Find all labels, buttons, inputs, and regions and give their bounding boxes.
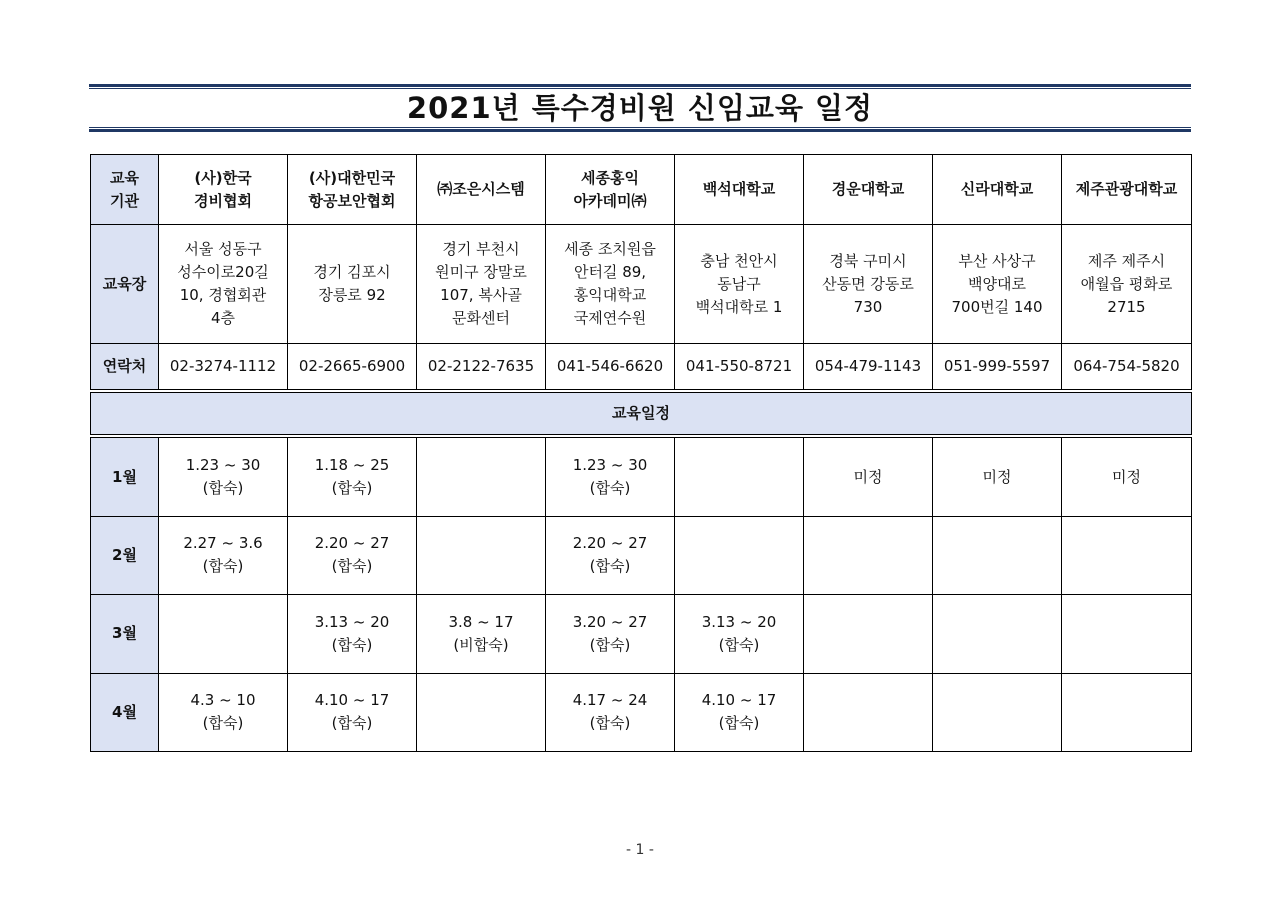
schedule-cell-line: (합숙) [331,714,373,733]
schedule-cell [933,516,1062,594]
venue-address-line: 산동면 강동로 [822,274,914,293]
month-row [91,516,1192,594]
schedule-cell-line: (합숙) [718,714,760,733]
schedule-cell [546,595,675,673]
schedule-cell-line: (합숙) [331,557,373,576]
contact-phone: 02-2665-6900 [288,343,417,389]
venue-address [159,225,288,344]
title-rule-top [89,84,1191,87]
schedule-cell [417,595,546,673]
schedule-cell-line: (합숙) [331,635,373,654]
venue-address-line: 동남구 [717,274,761,293]
venue-address [933,225,1062,344]
institution-name-line: (사)한국 [194,168,252,187]
venue-address-line: 4층 [210,309,236,328]
institution-name [159,155,288,225]
schedule-cell [546,673,675,751]
schedule-cell [1062,438,1192,516]
schedule-cell [417,516,546,594]
schedule-cell [288,516,417,594]
venue-address-line: 730 [853,297,883,316]
month-label: 4월 [91,673,159,751]
schedule-cell-line: 2.27 ~ 3.6 [183,534,263,553]
schedule-cell [288,438,417,516]
schedule-cell [288,595,417,673]
schedule-cell-line: (합숙) [589,714,631,733]
schedule-cell [804,673,933,751]
month-label: 2월 [91,516,159,594]
venue-address-line: 세종 조치원읍 [564,240,656,259]
schedule-cell-line: (비합숙) [453,635,509,654]
venue-address-line: 10, 경협회관 [179,286,267,305]
institution-label-line: 기관 [110,191,139,210]
title-rule-bottom-thin [89,127,1191,128]
schedule-cell-line: (합숙) [718,635,760,654]
schedule-cell [675,595,804,673]
month-label: 1월 [91,438,159,516]
schedule-cell [933,595,1062,673]
venue-address-line: 경기 김포시 [313,263,391,282]
schedule-cell-line: 1.18 ~ 25 [314,456,390,475]
schedule-cell [804,516,933,594]
venue-address-line: 경기 부천시 [442,240,520,259]
venue-address-line: 서울 성동구 [184,240,262,259]
schedule-cell-line: (합숙) [202,557,244,576]
institution-label [91,155,159,225]
schedule-cell-line: 1.23 ~ 30 [572,456,648,475]
page-number: - 1 - [626,842,654,858]
institution-name [1062,155,1192,225]
schedule-cell-line: (합숙) [202,479,244,498]
institution-name-line: ㈜조은시스템 [437,180,525,199]
venue-address [288,225,417,344]
schedule-cell-line: 4.3 ~ 10 [190,691,256,710]
schedule-cell-line: 1.23 ~ 30 [185,456,261,475]
schedule-cell-line: (합숙) [589,635,631,654]
institution-name-line: 제주관광대학교 [1075,180,1178,199]
page-title: 2021년 특수경비원 신임교육 일정 [406,91,874,125]
venue-address-line: 부산 사상구 [958,251,1036,270]
venue-address-line: 107, 복사골 [440,286,522,305]
month-row [91,438,1192,516]
schedule-cell [546,438,675,516]
schedule-cell [159,438,288,516]
month-row [91,673,1192,751]
schedule-cell [417,673,546,751]
schedule-cell-line: 3.8 ~ 17 [448,612,514,631]
schedule-cell [546,516,675,594]
venue-address-line: 700번길 140 [951,297,1043,316]
schedule-cell-line: 미정 [853,467,883,486]
venue-address-line: 성수이로20길 [177,263,269,282]
schedule-cell [675,673,804,751]
schedule-cell-line: (합숙) [202,714,244,733]
schedule-cell-line: 미정 [1112,467,1141,486]
schedule-cell [933,438,1062,516]
schedule-cell [1062,673,1192,751]
schedule-cell [288,673,417,751]
venue-row [91,225,1192,344]
schedule-table [90,154,1192,752]
schedule-cell-line: 2.20 ~ 27 [572,534,648,553]
institution-name-line: (사)대한민국 [308,168,396,187]
contact-phone: 041-546-6620 [546,343,675,389]
venue-address-line: 애월읍 평화로 [1080,274,1173,293]
contact-phone: 051-999-5597 [933,343,1062,389]
institution-name-line: 경운대학교 [831,180,905,199]
schedule-cell [1062,516,1192,594]
schedule-cell-line: (합숙) [589,479,631,498]
institution-name [288,155,417,225]
schedule-cell-line: (합숙) [589,557,631,576]
schedule-band-row [91,393,1192,435]
month-label: 3월 [91,595,159,673]
venue-address [804,225,933,344]
schedule-cell [159,673,288,751]
schedule-cell [675,516,804,594]
venue-address-line: 2715 [1107,297,1146,316]
month-row [91,595,1192,673]
institution-label-line: 교육 [110,168,139,187]
venue-address [546,225,675,344]
schedule-cell-line: 4.10 ~ 17 [701,691,777,710]
contact-row [91,343,1192,389]
institution-name [546,155,675,225]
venue-address-line: 제주 제주시 [1087,251,1166,270]
venue-address-line: 백석대학로 1 [695,297,783,316]
venue-address-line: 홍익대학교 [573,286,647,305]
institution-name-line: 항공보안협회 [308,191,396,210]
institution-name [675,155,804,225]
schedule-cell-line: 2.20 ~ 27 [314,534,390,553]
contact-label: 연락처 [91,343,159,389]
contact-phone: 041-550-8721 [675,343,804,389]
institution-name [804,155,933,225]
venue-address [417,225,546,344]
contact-phone: 02-3274-1112 [159,343,288,389]
institution-name-line: 신라대학교 [960,180,1034,199]
venue-address [675,225,804,344]
schedule-cell [1062,595,1192,673]
venue-address-line: 경북 구미시 [829,251,907,270]
schedule-cell-line: 3.20 ~ 27 [572,612,648,631]
venue-address [1062,225,1192,344]
schedule-cell [804,438,933,516]
schedule-cell [675,438,804,516]
institution-name-line: 백석대학교 [702,180,776,199]
institution-name [417,155,546,225]
institution-name [933,155,1062,225]
title-rule-top-thin [89,88,1191,89]
schedule-cell [159,516,288,594]
schedule-cell-line: 3.13 ~ 20 [701,612,777,631]
institution-row [91,155,1192,225]
institution-name-line: 세종홍익 [581,168,639,187]
schedule-cell [159,595,288,673]
schedule-cell [417,438,546,516]
schedule-cell-line: 3.13 ~ 20 [314,612,390,631]
contact-phone: 064-754-5820 [1062,343,1192,389]
schedule-cell-line: 4.17 ~ 24 [572,691,648,710]
venue-address-line: 충남 천안시 [700,251,778,270]
venue-address-line: 원미구 장말로 [435,263,527,282]
title-rule-bottom [89,129,1191,132]
schedule-cell [804,595,933,673]
schedule-cell-line: 4.10 ~ 17 [314,691,390,710]
schedule-cell-line: (합숙) [331,479,373,498]
schedule-cell-line: 미정 [982,467,1012,486]
venue-address-line: 장릉로 92 [318,286,386,305]
venue-label: 교육장 [91,225,159,344]
contact-phone: 054-479-1143 [804,343,933,389]
contact-phone: 02-2122-7635 [417,343,546,389]
venue-address-line: 국제연수원 [573,309,647,328]
institution-name-line: 아카데미㈜ [573,191,647,210]
institution-name-line: 경비협회 [194,191,252,210]
venue-address-line: 백양대로 [968,274,1026,293]
venue-address-line: 문화센터 [452,309,510,328]
venue-address-line: 안터길 89, [573,263,647,282]
schedule-band: 교육일정 [91,393,1192,435]
title-block [89,84,1191,132]
schedule-cell [933,673,1062,751]
